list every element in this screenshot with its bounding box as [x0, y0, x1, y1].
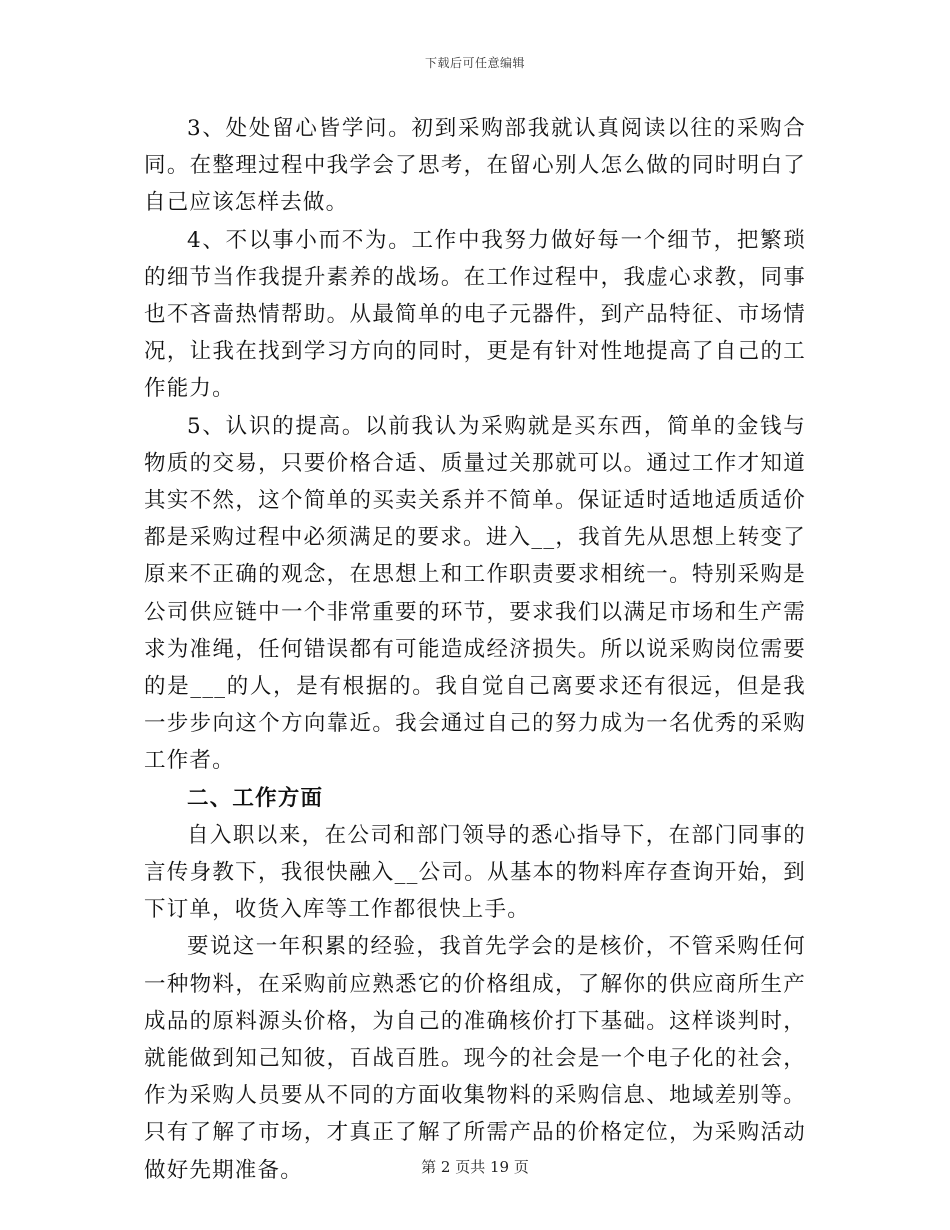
- page-header: 下载后可任意编辑: [424, 56, 525, 70]
- document-body: [144, 110, 806, 1189]
- paragraph-work-experience: 要说这一年积累的经验，我首先学会的是核价，不管采购任何一种物料，在采购前应熟悉它的价格组成，了解你的供应商所生产成品的原料源头价格，为自己的准确核价打下基础。这样谈判时，就能做到知己知彼，百战百胜。现今的社会是一个电子化的社会，作为采购人员要从不同的方面收集物料的采购信息、地域差别等。只有了解了市场，才真正了解了所需产品的价格定位，为采购活动做好先期准备。: [144, 934, 806, 1183]
- paragraph-item-4: 4、不以事小而不为。工作中我努力做好每一个细节，把繁琐的细节当作我提升素养的战场。在工作过程中，我虚心求教，同事也不吝啬热情帮助。从最简单的电子元器件，到产品特征、市场情况，让我在找到学习方向的同时，更是有针对性地提高了自己的工作能力。: [144, 227, 806, 402]
- paragraph-item-3: 3、处处留心皆学问。初到采购部我就认真阅读以往的采购合同。在整理过程中我学会了思考，在留心别人怎么做的同时明白了自己应该怎样去做。: [144, 116, 806, 216]
- page-footer: 第 2 页共 19 页: [421, 1158, 529, 1176]
- paragraph-item-5: 5、认识的提高。以前我认为采购就是买东西，简单的金钱与物质的交易，只要价格合适、质量过关那就可以。通过工作才知道其实不然，这个简单的买卖关系并不简单。保证适时适地适质适价都是采购过程中必须满足的要求。进入__，我首先从思想上转变了原来不正确的观念，在思想上和工作职责要求相统一。特别采购是公司供应链中一个非常重要的环节，要求我们以满足市场和生产需求为准绳，任何错误都有可能造成经济损失。所以说采购岗位需要的是___的人，是有根据的。我自觉自己离要求还有很远，但是我一步步向这个方向靠近。我会通过自己的努力成为一名优秀的采购工作者。: [144, 413, 806, 774]
- paragraph-work-intro: 自入职以来，在公司和部门领导的悉心指导下，在部门同事的言传身教下，我很快融入__公司。从基本的物料库存查询开始，到下订单，收货入库等工作都很快上手。: [144, 822, 806, 923]
- section-heading-work: 二、工作方面: [187, 785, 324, 811]
